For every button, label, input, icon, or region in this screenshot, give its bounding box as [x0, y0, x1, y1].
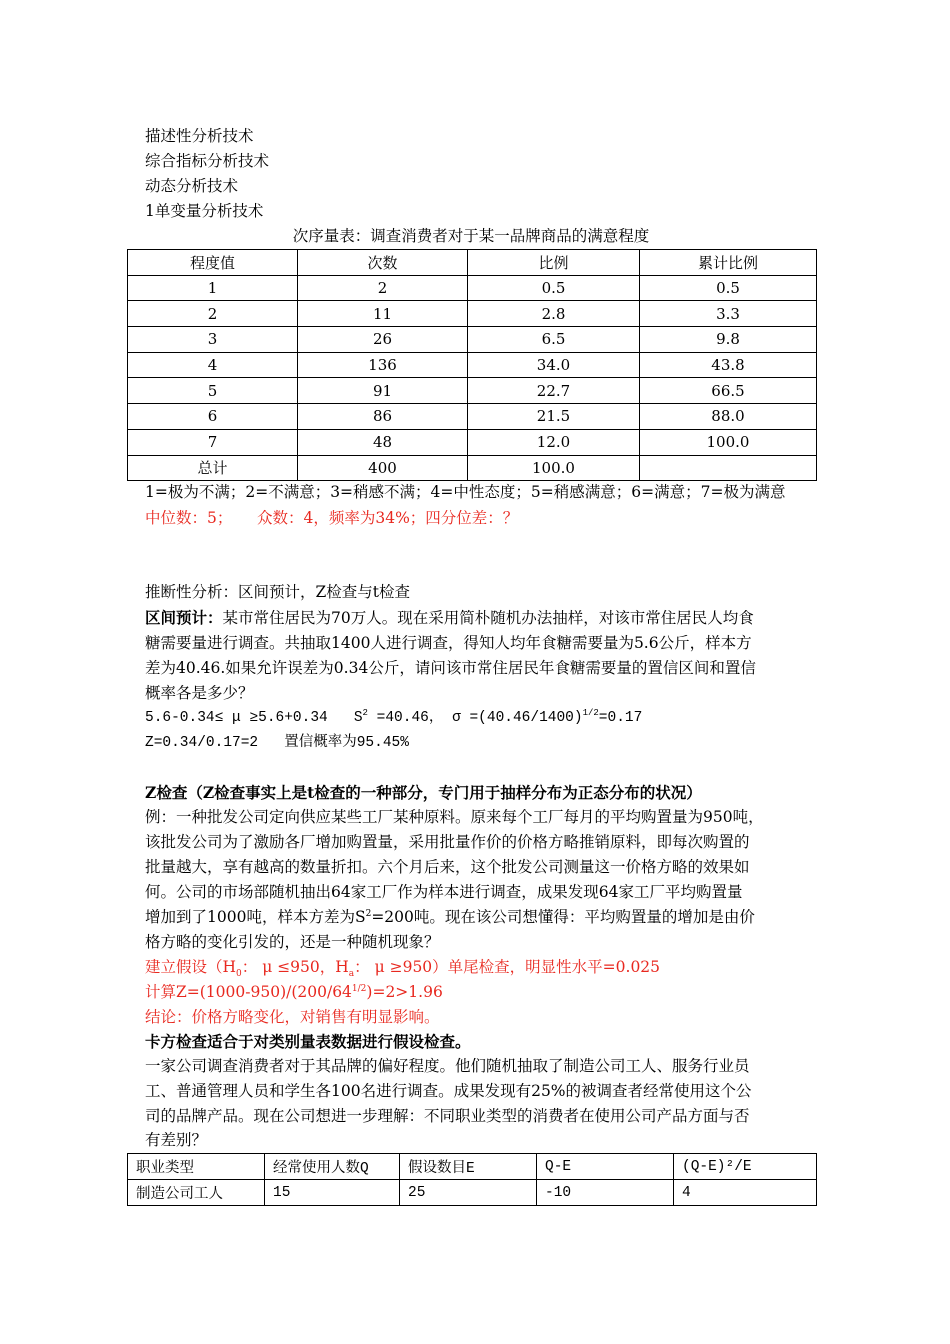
subscript: a — [348, 969, 355, 980]
ztest-conclusion: 结论：价格方略变化，对销售有明显影响。 — [145, 1008, 440, 1026]
table-cell: 4 — [674, 1180, 817, 1206]
table-cell: 2.8 — [468, 301, 640, 327]
table-cell: 66.5 — [640, 378, 817, 404]
table-cell: 制造公司工人 — [128, 1180, 265, 1206]
text-part: =200吨。现在该公司想懂得：平均购置量的增加是由价 — [371, 908, 755, 926]
heading-dynamic: 动态分析技术 — [145, 177, 239, 195]
text-part: )=2>1.96 — [366, 983, 443, 1001]
table-cell: 91 — [298, 378, 468, 404]
table-cell: 22.7 — [468, 378, 640, 404]
ztest-example-line: 该批发公司为了激励各厂增加购置量，采用批量作价的价格方略推销原料，即每次购置的 — [145, 833, 750, 851]
chisq-paragraph-line: 一家公司调查消费者对于其品牌的偏好程度。他们随机抽取了制造公司工人、服务行业员 — [145, 1057, 750, 1075]
table-cell: 86 — [298, 404, 468, 430]
header-cell: Q-E — [537, 1154, 674, 1180]
header-cell: 比例 — [468, 250, 640, 276]
table-cell: 3.3 — [640, 301, 817, 327]
table-cell: 88.0 — [640, 404, 817, 430]
ztest-example-line — [145, 905, 755, 930]
inference-title: 推断性分析：区间预计，Z检查与t检查 — [145, 583, 410, 601]
table-cell: 136 — [298, 352, 468, 378]
header-cell: (Q-E)²/E — [674, 1154, 817, 1180]
calc-superscript: 1/2 — [582, 708, 599, 719]
table-cell: 2 — [128, 301, 298, 327]
chisq-paragraph-line: 有差别？ — [145, 1131, 208, 1149]
calc-part: =0.17 — [598, 710, 643, 726]
text-part: ： μ ≤950，H — [241, 958, 349, 976]
table-cell: 5 — [128, 378, 298, 404]
heading-univariate: 1单变量分析技术 — [145, 202, 264, 220]
header-cell: 次数 — [298, 250, 468, 276]
header-cell: 累计比例 — [640, 250, 817, 276]
ztest-example-line: 例：一种批发公司定向供应某些工厂某种原料。原来每个工厂每月的平均购置量为950吨， — [145, 808, 764, 826]
table-row — [128, 352, 817, 378]
superscript: 2 — [365, 908, 372, 919]
table-cell: 总计 — [128, 455, 298, 481]
table-cell: 26 — [298, 327, 468, 353]
header-cell: 假设数目E — [400, 1154, 537, 1180]
subscript: 0 — [236, 969, 242, 980]
text-part: 建立假设（H — [145, 958, 237, 976]
text-part: 增加到了1000吨，样本方差为S — [145, 908, 366, 926]
chisq-paragraph-line: 工、普通管理人员和学生各100名进行调查。成果发现有25%的被调查者经常使用这个公 — [145, 1082, 752, 1100]
scale-legend: 1=极为不满；2=不满意；3=稍感不满；4=中性态度；5=稍感满意；6=满意；7=极为满意 — [145, 483, 786, 501]
interval-text: 某市常住居民为70万人。现在采用简朴随机办法抽样，对该市常住居民人均食 — [222, 609, 754, 627]
table-row — [128, 1180, 817, 1206]
ztest-example-line: 何。公司的市场部随机抽出64家工厂作为样本进行调查，成果发现64家工厂平均购置量 — [145, 883, 743, 901]
chisq-paragraph-line: 司的品牌产品。现在公司想进一步理解：不同职业类型的消费者在使用公司产品方面与否 — [145, 1107, 750, 1125]
table-cell: 6 — [128, 404, 298, 430]
header-cell: 程度值 — [128, 250, 298, 276]
text-part: ： μ ≥950）单尾检查，明显性水平=0.025 — [354, 958, 661, 976]
table-cell: 6.5 — [468, 327, 640, 353]
calc-part: 5.6-0.34≤ μ ≥5.6+0.34 S — [145, 710, 363, 726]
table-cell: 11 — [298, 301, 468, 327]
header-cell: 职业类型 — [128, 1154, 265, 1180]
table-row — [128, 275, 817, 301]
chisq-title: 卡方检查适合于对类别量表数据进行假设检查。 — [145, 1032, 471, 1051]
table-cell: 100.0 — [640, 429, 817, 455]
z-result: Z=0.34/0.17=2 置信概率为95.45% — [145, 735, 409, 751]
table-row — [128, 327, 817, 353]
descriptive-stats: 中位数：5； 众数：4，频率为34%；四分位差：？ — [145, 509, 519, 527]
calc-part: =40.46， σ =(40.46/1400) — [367, 710, 583, 726]
table-cell: 4 — [128, 352, 298, 378]
table-total-row — [128, 455, 817, 481]
calc-superscript: 2 — [362, 708, 368, 719]
table-header-row — [128, 250, 817, 276]
interval-calculation — [145, 706, 642, 731]
table-cell: 48 — [298, 429, 468, 455]
table-cell: 15 — [265, 1180, 400, 1206]
table-cell: 21.5 — [468, 404, 640, 430]
table-cell: 25 — [400, 1180, 537, 1206]
table-cell: 1 — [128, 275, 298, 301]
interval-paragraph-line: 差为40.46.如果允许误差为0.34公斤，请问该市常住居民年食糖需要量的置信区间和置信 — [145, 659, 756, 677]
heading-descriptive: 描述性分析技术 — [145, 127, 254, 145]
ztest-hypothesis — [145, 955, 660, 980]
ztest-example-line: 批量越大，享有越高的数量折扣。六个月后来，这个批发公司测量这一价格方略的效果如 — [145, 858, 750, 876]
table-cell: 43.8 — [640, 352, 817, 378]
table-cell: 7 — [128, 429, 298, 455]
table-cell: 2 — [298, 275, 468, 301]
interval-paragraph-line — [145, 605, 754, 631]
ztest-calculation — [145, 980, 443, 1005]
table1-caption: 次序量表：调查消费者对于某一品牌商品的满意程度 — [292, 227, 650, 245]
text-part: 计算Z=(1000-950)/(200/64 — [145, 983, 352, 1001]
table-cell: 3 — [128, 327, 298, 353]
table-cell: -10 — [537, 1180, 674, 1206]
chisq-table — [127, 1153, 817, 1206]
interval-paragraph-line: 糖需要量进行调查。共抽取1400人进行调查，得知人均年食糖需要量为5.6公斤，样本方 — [145, 634, 752, 652]
satisfaction-table — [127, 249, 817, 481]
header-cell: 经常使用人数Q — [265, 1154, 400, 1180]
table-row — [128, 429, 817, 455]
table-cell: 0.5 — [640, 275, 817, 301]
table-row — [128, 404, 817, 430]
table-cell: 34.0 — [468, 352, 640, 378]
table-cell: 12.0 — [468, 429, 640, 455]
ztest-title: Z检查（Z检查事实上是t检查的一种部分，专门用于抽样分布为正态分布的状况） — [145, 783, 702, 802]
interval-label: 区间预计： — [145, 608, 223, 627]
ztest-example-line: 格方略的变化引发的，还是一种随机现象？ — [145, 933, 440, 951]
table-cell: 9.8 — [640, 327, 817, 353]
interval-paragraph-line: 概率各是多少？ — [145, 684, 254, 702]
heading-composite-index: 综合指标分析技术 — [145, 152, 270, 170]
table-row — [128, 301, 817, 327]
table-header-row — [128, 1154, 817, 1180]
table-cell: 0.5 — [468, 275, 640, 301]
superscript: 1/2 — [351, 983, 367, 994]
table-row — [128, 378, 817, 404]
table-cell — [640, 455, 817, 481]
table-cell: 100.0 — [468, 455, 640, 481]
table-cell: 400 — [298, 455, 468, 481]
